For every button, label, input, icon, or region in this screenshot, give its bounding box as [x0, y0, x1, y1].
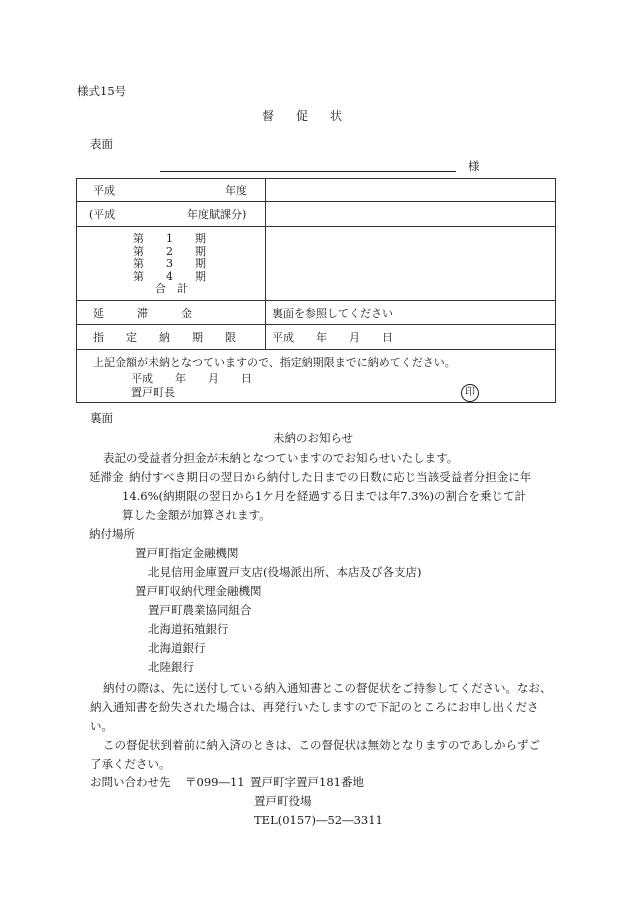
- deadline-value-cell[interactable]: [266, 325, 556, 350]
- periods-cell: [77, 227, 266, 301]
- para1-line-1: 納付の際は、先に送付している納入通知書とこの督促状をご持参してください。なお、: [103, 681, 552, 695]
- addressee-line[interactable]: [160, 171, 456, 172]
- payment-places-label: 納付場所: [89, 527, 135, 541]
- contact-address: 置戸町字置戸181番地: [250, 775, 364, 789]
- agent-bank-1: 置戸町農業協同組合: [148, 603, 252, 617]
- late-fee-label: 延 滞 金: [93, 307, 192, 320]
- period-4: 第 4 期: [133, 269, 206, 283]
- late-fee-line-3: 算した金額が加算されます。: [122, 508, 271, 522]
- period-total: 合 計: [133, 282, 188, 296]
- deadline-label: 指 定 納 期 限: [93, 331, 236, 344]
- agent-bank-2: 北海道拓殖銀行: [148, 622, 229, 636]
- late-fee-label-cell: [77, 301, 266, 325]
- notice-cell: [77, 350, 556, 403]
- designated-bank: 北見信用金庫置戸支店(役場派出所、本店及び各支店): [148, 565, 422, 579]
- mayor-name: 置戸町長: [131, 386, 175, 399]
- period-2: 第 2 期: [133, 244, 206, 258]
- contact-office: 置戸町役場: [254, 794, 312, 808]
- addressee-suffix: 様: [468, 159, 480, 173]
- contact-tel: TEL(0157)―52―3311: [254, 813, 383, 827]
- period-1: 第 1 期: [133, 232, 206, 245]
- front-label: 表面: [90, 137, 113, 151]
- contact-label: お問い合わせ先: [90, 775, 171, 789]
- back-intro: 表記の受益者分担金が未納となつていますのでお知らせいたします。: [103, 451, 459, 465]
- fiscal-year-cell: [77, 179, 266, 202]
- para1-line-2: 納入通知書を紛失された場合は、再発行いたしますので下記のところにお申し出くださ: [90, 700, 539, 714]
- fiscal-year-suffix: 年度: [225, 184, 247, 197]
- agent-banks-label: 置戸町収納代理金融機関: [135, 584, 262, 598]
- billing-table: [76, 178, 556, 403]
- fiscal-year-value[interactable]: [266, 179, 556, 202]
- fiscal-year-era: 平成: [93, 184, 115, 197]
- para2-line-1: この督促状到着前に納入済のときは、この督促状は無効となりますのであしからずご: [103, 738, 540, 752]
- para1-line-3: い。: [90, 719, 113, 733]
- agent-bank-4: 北陸銀行: [148, 660, 194, 674]
- form-number: 様式15号: [77, 84, 127, 98]
- contact-postal: 〒099―11: [185, 775, 245, 789]
- periods-amount[interactable]: [266, 227, 556, 301]
- late-fee-line-1: 納付すべき期日の翌日から納付した日までの日数に応じ当該受益者分担金に年: [129, 470, 532, 484]
- notice-date: 平成 年 月 日: [131, 372, 252, 385]
- period-list: [133, 233, 206, 296]
- assessment-year-cell: [77, 202, 266, 227]
- designated-bank-label: 置戸町指定金融機関: [135, 546, 239, 560]
- back-label: 裏面: [90, 411, 113, 425]
- document-title: 督促状: [262, 109, 365, 123]
- period-3: 第 3 期: [133, 257, 206, 271]
- para2-line-2: 了承ください。: [90, 757, 171, 771]
- notice-text: 上記金額が未納となつていますので、指定納期限までに納めてください。: [93, 356, 456, 369]
- assessment-year-suffix: 年度賦課分): [187, 208, 247, 221]
- late-fee-value-cell: [266, 301, 556, 325]
- late-fee-term: 延滞金: [89, 470, 124, 484]
- deadline-value: 平成 年 月 日: [272, 331, 393, 344]
- agent-bank-3: 北海道銀行: [148, 641, 206, 655]
- back-heading: 未納のお知らせ: [273, 431, 354, 445]
- deadline-label-cell: [77, 325, 266, 350]
- seal-icon: 印: [461, 384, 479, 402]
- assessment-year-value[interactable]: [266, 202, 556, 227]
- assessment-year-era: (平成: [89, 208, 116, 221]
- late-fee-line-2: 14.6%(納期限の翌日から1ケ月を経過する日までは年7.3%)の割合を乗じて計: [122, 489, 527, 503]
- late-fee-value: 裏面を参照してください: [272, 307, 393, 320]
